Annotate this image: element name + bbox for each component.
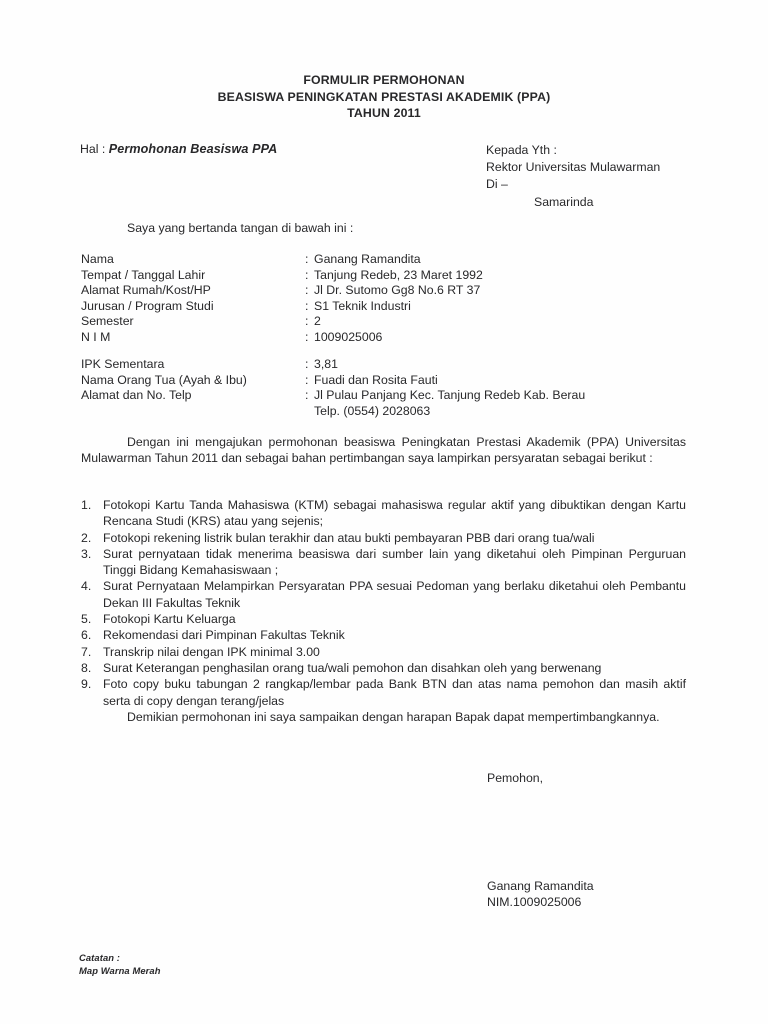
field-value: 1009025006 [314,329,383,344]
list-item-number: 3. [81,546,92,561]
list-item [81,578,686,611]
signatory-nim: NIM.1009025006 [487,894,582,909]
addressee-block [486,142,660,211]
list-item [81,497,686,530]
list-item-text: Surat Pernyataan Melampirkan Persyaratan PPA sesuai Pedoman yang berlaku diketahui oleh Pembantu Dekan III Fakultas Teknik [103,579,686,610]
list-item-number: 9. [81,677,92,692]
field-colon: : [305,372,309,387]
header-title-line-1: FORMULIR PERMOHONAN [303,73,465,87]
field-label: Alamat dan No. Telp [81,388,192,403]
addressee-line-3: Di – [486,177,508,192]
field-value: Ganang Ramandita [314,252,421,266]
field-label: Semester [81,314,134,329]
field-colon: : [305,298,309,313]
field-label: Nama [81,252,114,266]
identity-fields-secondary [81,357,585,419]
subject-line [80,142,277,156]
footnote-label: Catatan : [79,952,121,963]
list-item-text: Transkrip nilai dengan IPK minimal 3.00 [103,644,320,659]
list-item-text: Rekomendasi dari Pimpinan Fakultas Teknik [103,628,345,643]
list-item [81,644,686,660]
field-label: N I M [81,329,111,344]
field-row [81,268,483,284]
signature-block [487,879,594,910]
field-colon: : [305,283,309,298]
addressee-line-1: Kepada Yth : [486,143,557,157]
intro-sentence: Saya yang bertanda tangan di bawah ini : [127,221,354,235]
addressee-city: Samarinda [534,194,594,209]
field-colon: : [305,314,309,329]
field-value: Fuadi dan Rosita Fauti [314,372,438,387]
list-item [81,627,686,643]
field-label: Alamat Rumah/Kost/HP [81,283,211,298]
signature-label: Pemohon, [487,771,544,785]
list-item [81,611,686,627]
field-colon: : [305,329,309,344]
field-row [81,314,483,330]
list-item-number: 2. [81,530,92,545]
requirements-list [81,497,686,709]
field-colon: : [305,252,309,266]
field-row [81,388,585,404]
field-colon: : [305,357,309,371]
footnote-block [79,951,161,977]
list-item-number: 4. [81,579,92,594]
list-item-text: Fotokopi rekening listrik bulan terakhir dan atau bukti pembayaran PBB dari orang tua/wali [103,530,595,545]
field-label: Jurusan / Program Studi [81,298,214,313]
list-item [81,546,686,579]
list-item-number: 5. [81,612,92,627]
field-row [81,373,585,389]
field-value-continuation: Telp. (0554) 2028063 [314,403,431,418]
list-item-text: Surat pernyataan tidak menerima beasiswa dari sumber lain yang diketahui oleh Pimpinan Perguruan Tinggi Bidang Kemahasiswaan ; [103,546,686,578]
field-row [81,330,483,346]
field-value: Jl Pulau Panjang Kec. Tanjung Redeb Kab. Berau [314,388,586,403]
application-paragraph [81,434,686,467]
list-item-text: Surat Keterangan penghasilan orang tua/wali pemohon dan disahkan oleh yang berwenang [103,660,602,675]
list-item-text: Fotokopi Kartu Keluarga [103,612,236,627]
field-row [81,357,585,373]
field-value: Tanjung Redeb, 23 Maret 1992 [314,267,483,282]
list-item-number: 8. [81,660,92,675]
list-item-number: 6. [81,628,92,643]
field-colon: : [305,267,309,282]
list-item-text: Fotokopi Kartu Tanda Mahasiswa (KTM) sebagai mahasiswa regular aktif yang dibuktikan dengan Kartu Rencana Studi (KRS) atau yang sejenis; [103,498,686,529]
header-title-line-2: BEASISWA PENINGKATAN PRESTASI AKADEMIK (PPA) [217,89,551,104]
field-label: Nama Orang Tua (Ayah & Ibu) [81,372,247,387]
field-value: Jl Dr. Sutomo Gg8 No.6 RT 37 [314,283,481,298]
field-label: Tempat / Tanggal Lahir [81,267,206,282]
subject-label: Hal : [80,142,106,156]
document-header [0,72,768,122]
closing-paragraph [81,709,686,725]
field-colon: : [305,388,309,403]
field-value: 2 [314,314,321,329]
identity-fields-primary [81,252,483,346]
list-item-number: 7. [81,644,92,659]
list-item-text: Foto copy buku tabungan 2 rangkap/lembar pada Bank BTN dan atas nama pemohon dan masih aktif serta di copy dengan terang/jelas [103,677,686,708]
field-row [81,299,483,315]
list-item [81,660,686,676]
field-row [81,283,483,299]
closing-paragraph-text: Demikian permohonan ini saya sampaikan dengan harapan Bapak dapat mempertimbangkannya. [127,710,660,724]
footnote-text: Map Warna Merah [79,965,161,976]
field-value: 3,81 [314,357,338,371]
field-label: IPK Sementara [81,357,165,371]
list-item [81,530,686,546]
signatory-name: Ganang Ramandita [487,879,594,893]
header-title-line-3: TAHUN 2011 [347,106,421,120]
field-value: S1 Teknik Industri [314,298,411,313]
subject-value: Permohonan Beasiswa PPA [108,142,278,156]
application-paragraph-text: Dengan ini mengajukan permohonan beasiswa Peningkatan Prestasi Akademik (PPA) Universitas Mulawarman Tahun 2011 dan sebagai bahan pertimbangan saya lampirkan persyaratan sebagai berikut : [81,435,686,466]
list-item [81,676,686,709]
field-row [81,252,483,268]
list-item-number: 1. [81,498,92,512]
addressee-line-2: Rektor Universitas Mulawarman [486,160,661,175]
